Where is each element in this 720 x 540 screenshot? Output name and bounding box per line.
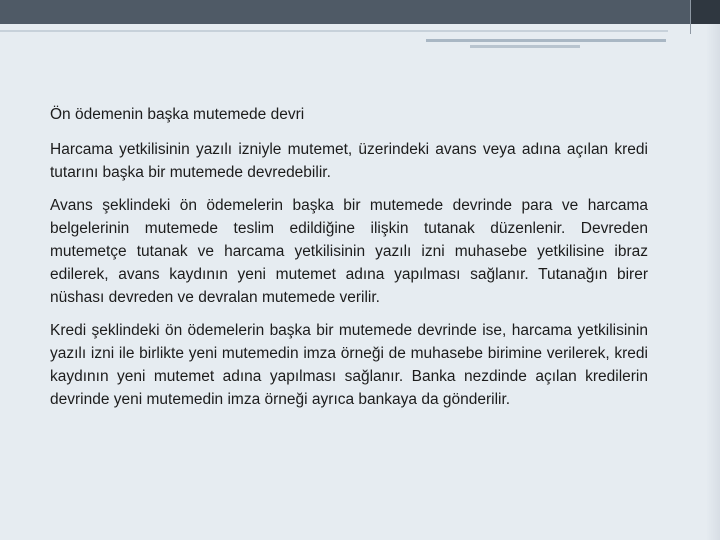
right-edge-shade	[706, 24, 720, 540]
header-band-corner	[690, 0, 720, 24]
decorative-accent-line-short	[470, 45, 580, 48]
header-band	[0, 0, 720, 24]
paragraph-3: Kredi şeklindeki ön ödemelerin başka bir mutemede devrinde ise, harcama yetkilisinin yazılı izni ile birlikte yeni mutemedin imza örneği de muhasebe birimine verilerek, kredi kaydının yeni mutemet adına yapılması sağlanır. Banka nezdinde açılan kredilerin devrinde yeni mutemedin imza örneği ayrıca bankaya da gönderilir.	[50, 322, 648, 408]
paragraph-1: Harcama yetkilisinin yazılı izniyle mutemet, üzerindeki avans veya adına açılan kredi tutarını başka bir mutemede devredebilir.	[50, 141, 648, 181]
slide-title: Ön ödemenin başka mutemede devri	[50, 106, 305, 123]
slide-body	[50, 104, 648, 421]
header-divider	[690, 0, 691, 34]
decorative-accent-line	[426, 39, 666, 42]
decorative-rule	[0, 30, 668, 32]
paragraph-2: Avans şeklindeki ön ödemelerin başka bir mutemede devrinde para ve harcama belgelerinin mutemede teslim edildiğine ilişkin tutanak düzenlenir. Devreden mutemetçe tutanak ve harcama yetkilisinin yazılı izni muhasebe yetkilisine ibraz edilerek, avans kaydının yeni mutemet adına yapılması sağlanır. Tutanağın birer nüshası devreden ve devralan mutemede verilir.	[50, 197, 648, 306]
